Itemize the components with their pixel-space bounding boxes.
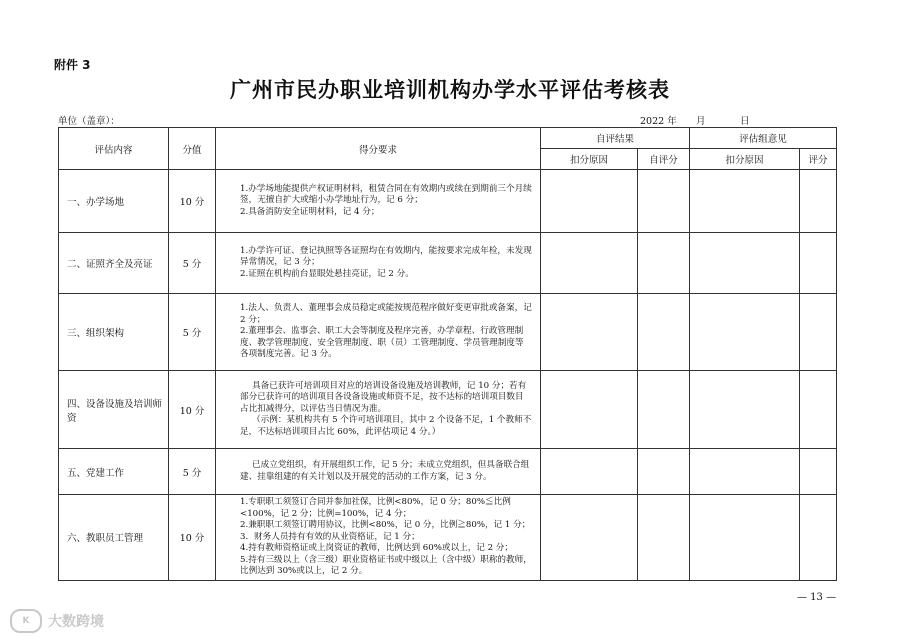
row-item: 六、教职员工管理 [59,495,169,581]
cell-deduct-reason [541,233,638,294]
requirement-line: 2.兼职职工须签订聘用协议，比例<80%，记 0 分，比例≧80%，记 1 分； [240,520,531,530]
row-requirements [216,495,541,581]
table-row [59,495,837,581]
header-self-eval: 自评结果 [541,128,690,149]
row-score: 5 分 [169,233,216,294]
table-row [59,170,837,233]
row-score: 10 分 [169,371,216,449]
cell-group-deduct [690,170,800,233]
cell-self-score [638,233,690,294]
row-requirements [216,170,541,233]
row-score: 5 分 [169,294,216,371]
attachment-label: 附件 3 [54,58,91,72]
cell-group-deduct [690,294,800,371]
requirement-line: （示例：某机构共有 5 个许可培训项目，其中 2 个设备不足，1 个教师不足，不达标培训项目占比 60%，此评估项记 4 分。） [240,415,532,437]
row-item: 五、党建工作 [59,449,169,495]
row-requirements [216,371,541,449]
cell-deduct-reason [541,449,638,495]
requirement-line: 已成立党组织，有开展组织工作，记 5 分；未成立党组织，但具备联合组建、挂靠组建的有关计划以及开展党的活动的工作方案，记 3 分。 [240,460,530,482]
row-item: 一、办学场地 [59,170,169,233]
cell-self-score [638,170,690,233]
header-score: 分值 [169,128,216,170]
requirement-line: 具备已获许可培训项目对应的培训设备设施及培训教师，记 10 分；若有部分已获许可的培训项目各设备设施或师资不足，按不达标的培训项目数目占比扣减得分，以评估当日情况为准。 [240,380,527,414]
header-content: 评估内容 [59,128,169,170]
cell-group-deduct [690,233,800,294]
requirement-line: 1.专职职工须签订合同并参加社保，比例<80%，记 0 分；80%≦比例<100%，记 2 分；比例=100%，记 4 分； [240,497,511,519]
header-requirements: 得分要求 [216,128,541,170]
header-self-score: 自评分 [638,149,690,170]
row-score: 10 分 [169,495,216,581]
cell-deduct-reason [541,294,638,371]
cell-group-deduct [690,371,800,449]
requirement-line: 2.具备消防安全证明材料，记 4 分； [240,206,380,217]
header-deduct-reason-group: 扣分原因 [690,149,800,170]
cell-rating [800,294,837,371]
cell-rating [800,449,837,495]
header-rating: 评分 [800,149,837,170]
page-title: 广州市民办职业培训机构办学水平评估考核表 [230,77,670,102]
row-requirements [216,294,541,371]
requirement-line: 1.法人、负责人、董理事会成员稳定或能按规范程序做好变更审批或备案，记 2 分； [240,303,532,325]
table-row [59,449,837,495]
requirement-line: 2.董理事会、监事会、职工大会等制度及程序完善，办学章程、行政管理制度、教学管理制度、安全管理制度、职（员）工管理制度、学员管理制度等各项制度完善。记 3 分。 [240,326,524,360]
cell-group-deduct [690,449,800,495]
cell-deduct-reason [541,170,638,233]
date-month: 月 [696,116,706,127]
header-deduct-reason: 扣分原因 [541,149,638,170]
watermark-text: 大数跨境 [48,614,104,630]
requirement-line: 2.证照在机构前台显眼处悬挂亮证，记 2 分。 [240,268,414,279]
evaluation-table [58,127,837,581]
cell-rating [800,233,837,294]
row-item: 四、设备设施及培训师资 [59,371,169,449]
table-row [59,371,837,449]
row-item: 二、证照齐全及亮证 [59,233,169,294]
requirement-line: 3．财务人员持有有效的从业资格证，记 1 分； [240,531,420,542]
row-requirements [216,233,541,294]
cell-rating [800,170,837,233]
table-row [59,233,837,294]
header-group-opinion: 评估组意见 [690,128,837,149]
date-line [640,113,750,127]
unit-label: 单位（盖章）： [58,116,120,127]
cell-group-deduct [690,495,800,581]
cell-self-score [638,371,690,449]
date-year: 2022 年 [640,116,677,127]
watermark [10,609,104,633]
watermark-logo-icon: K [10,609,42,633]
cell-self-score [638,495,690,581]
cell-rating [800,495,837,581]
cell-self-score [638,294,690,371]
cell-self-score [638,449,690,495]
row-score: 10 分 [169,170,216,233]
cell-deduct-reason [541,371,638,449]
date-day: 日 [740,116,750,127]
page-number: — 13 — [797,592,837,603]
requirement-line: 1.办学场地能提供产权证明材料，租赁合同在有效期内或续在到期前三个月续签，无擅自扩大或缩小办学地址行为，记 6 分； [240,183,532,206]
requirement-line: 5.持有三级以上（含三级）职业资格证书或中级以上（含中级）职称的教师，比例达到 30%或以上，记 2 分。 [240,554,532,576]
cell-deduct-reason [541,495,638,581]
row-item: 三、组织架构 [59,294,169,371]
cell-rating [800,371,837,449]
requirement-line: 1.办学许可证、登记执照等各证照均在有效期内，能按要求完成年检，未发现异常情况，记 3 分； [240,245,532,268]
requirement-line: 4.持有教师资格证或上岗资证的教师，比例达到 60%或以上，记 2 分； [240,543,513,553]
table-row [59,294,837,371]
row-score: 5 分 [169,449,216,495]
row-requirements [216,449,541,495]
